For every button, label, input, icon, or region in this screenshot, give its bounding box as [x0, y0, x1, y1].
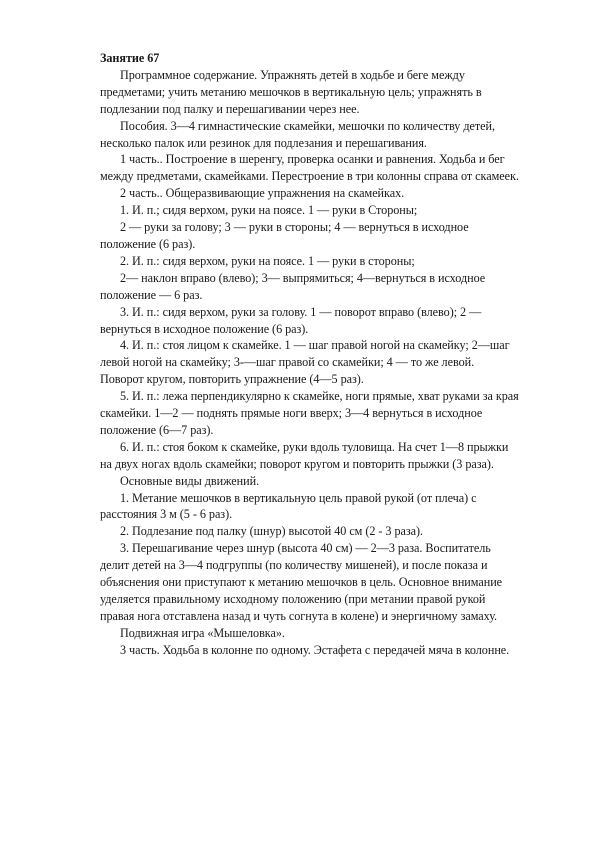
document-body	[100, 50, 520, 659]
paragraph-exercise-6: 6. И. п.: стоя боком к скамейке, руки вдоль туловища. На счет 1—8 прыжки на двух ногах вдоль скамейки; поворот кругом и повторить прыжки (3 раза).	[100, 439, 509, 471]
paragraph-exercise-5: 5. И. п.: лежа перпендикулярно к скамейке, ноги прямые, хват руками за края скамейки. 1—2 — поднять прямые ноги вверх; 3—4 вернуться в исходное положение (6—7 раз).	[100, 389, 519, 437]
paragraph-game: Подвижная игра «Мышеловка».	[120, 625, 285, 640]
paragraph-movement-3: 3. Перешагивание через шнур (высота 40 см) — 2—3 раза. Воспитатель делит детей на 3—4 подгруппы (по количеству мишеней), и после показа и объяснения они приступают к метанию мешочков в цель. Основное внимание уделяется правильному исходному положению (при метании правой рукой правая нога отставлена назад и чуть согнута в колене) и энергичному замаху.	[100, 541, 503, 623]
lesson-title: Занятие 67	[100, 51, 160, 65]
paragraph-exercise-1: 1. И. п.; сидя верхом, руки на поясе. 1 — руки в Стороны;	[120, 203, 418, 218]
paragraph-exercise-1-cont: 2 — руки за голову; 3 — руки в стороны; 4 — вернуться в исходное положение (6 раз).	[100, 220, 469, 251]
paragraph-part-1: 1 часть.. Построение в шеренгу, проверка осанки и равнения. Ходьба и бег между предметами, скамейками. Перестроение в три колонны справа от скамеек.	[100, 152, 519, 184]
paragraph-movement-1: 1. Метание мешочков в вертикальную цель правой рукой (от плеча) с расстояния 3 м (5 - 6 раз).	[100, 490, 477, 522]
paragraph-main-movements-heading: Основные виды движений.	[120, 473, 260, 488]
paragraph-exercise-2-cont: 2— наклон вправо (влево); 3— выпрямиться; 4—вернуться в исходное положение — 6 раз.	[100, 270, 486, 302]
paragraph-exercise-2: 2. И. п.: сидя верхом, руки на поясе. 1 — руки в стороны;	[120, 253, 415, 268]
paragraph-exercise-3: 3. И. п.: сидя верхом, руки за голову. 1 — поворот вправо (влево); 2 — вернуться в исходное положение (6 раз).	[100, 304, 482, 336]
paragraph-program-content: Программное содержание. Упражнять детей в ходьбе и беге между предметами; учить метанию мешочков в вертикальную цель; упражнять в подлезании под палку и перешагивании через нее.	[100, 67, 482, 116]
paragraph-exercise-4: 4. И. п.: стоя лицом к скамейке. 1 — шаг правой ногой на скамейку; 2—шаг левой ногой на скамейку; 3-—шаг правой со скамейки; 4 — то же левой. Поворот кругом, повторить упражнение (4—5 раз).	[100, 338, 510, 387]
paragraph-part-3: 3 часть. Ходьба в колонне по одному. Эстафета с передачей мяча в колонне.	[120, 642, 510, 657]
paragraph-materials: Пособия. 3—4 гимнастические скамейки, мешочки по количеству детей, несколько палок или резинок для подлезания и перешагивания.	[100, 118, 495, 150]
paragraph-movement-2: 2. Подлезание под палку (шнур) высотой 40 см (2 - 3 раза).	[120, 524, 423, 539]
paragraph-part-2-heading: 2 часть.. Общеразвивающие упражнения на скамейках.	[120, 186, 405, 201]
